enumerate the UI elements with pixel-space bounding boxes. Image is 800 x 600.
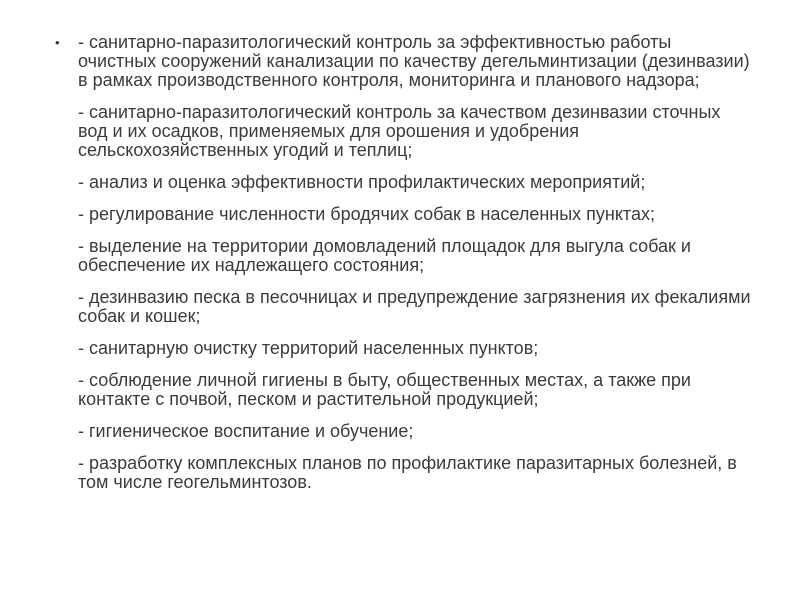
paragraph-wastewater-disinvasion-control: - санитарно-паразитологический контроль за качеством дезинвазии сточных вод и их осадков, применяемых для орошения и удобрения сельскохозяйственных угодий и теплиц; (78, 102, 721, 160)
bullet-marker-icon: • (55, 35, 60, 50)
paragraph-stray-dogs-regulation: - регулирование численности бродячих собак в населенных пунктах; (78, 204, 655, 224)
paragraph-analysis-evaluation: - анализ и оценка эффективности профилактических мероприятий; (78, 172, 646, 192)
paragraph-sanitary-cleaning: - санитарную очистку территорий населенных пунктов; (78, 338, 539, 358)
bullet-list-item (55, 32, 754, 492)
paragraph-complex-plans-development: - разработку комплексных планов по профилактике паразитарных болезней, в том числе геогельминтозов. (78, 453, 737, 492)
paragraph-sandbox-disinvasion: - дезинвазию песка в песочницах и предупреждение загрязнения их фекалиями собак и кошек; (78, 287, 751, 326)
bullet-text-block (78, 33, 754, 492)
paragraph-personal-hygiene: - соблюдение личной гигиены в быту, общественных местах, а также при контакте с почвой, песком и растительной продукцией; (78, 370, 691, 409)
paragraph-sanitary-parasitological-control-sewage: - санитарно-паразитологический контроль за эффективностью работы очистных сооружений канализации по качеству дегельминтизации (дезинвазии) в рамках производственного контроля, мониторинга и планового надзора; (78, 32, 750, 90)
paragraph-hygienic-education: - гигиеническое воспитание и обучение; (78, 421, 414, 441)
paragraph-dog-walking-areas: - выделение на территории домовладений площадок для выгула собак и обеспечение их надлежащего состояния; (78, 236, 691, 275)
